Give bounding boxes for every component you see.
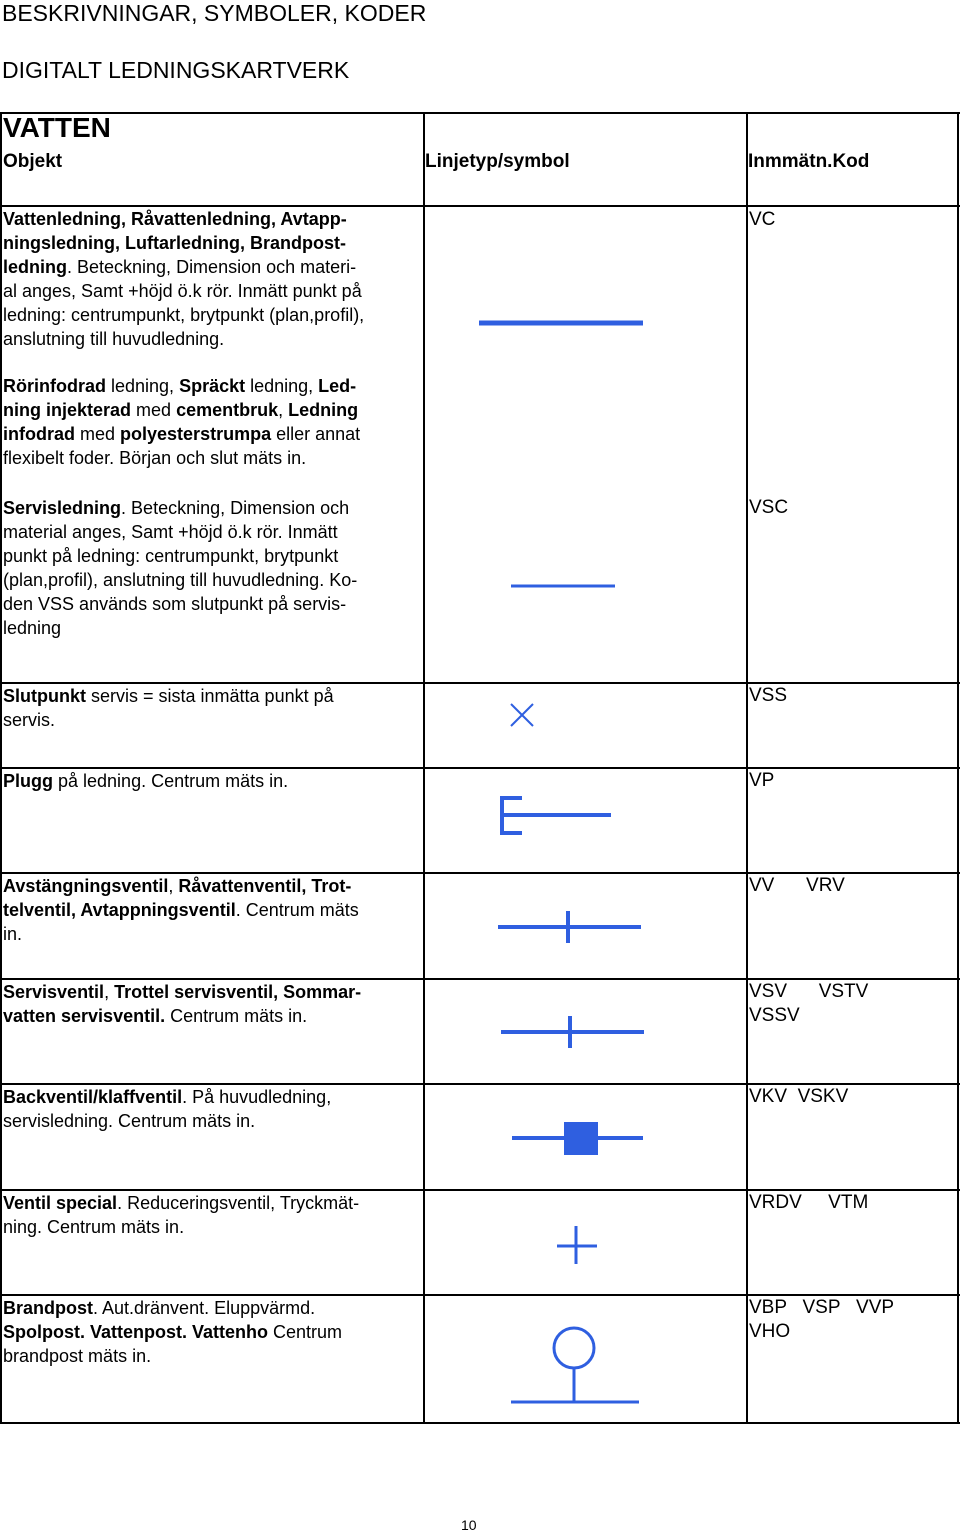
bold-term: Servisledning [3, 498, 122, 518]
description-text: flexibelt foder. Början och slut mäts in. [3, 448, 307, 468]
description-text: servis. [3, 710, 56, 730]
description-text: med [75, 424, 121, 444]
bold-term: vatten servisventil. [3, 1006, 166, 1026]
description-text: , [278, 400, 289, 420]
description-text: . Centrum mäts [235, 900, 359, 920]
description-text: ledning: centrumpunkt, brytpunkt (plan,profil), [3, 305, 365, 325]
column-header-code: Inmmätn.Kod [748, 151, 870, 172]
row-code: VC [749, 209, 776, 230]
description-text: material anges, Samt +höjd ö.k rör. Inmätt [3, 522, 338, 542]
bold-term: Slutpunkt [3, 686, 86, 706]
column-header-symbol: Linjetyp/symbol [425, 151, 570, 172]
row-code: VSV VSTV VSSV [749, 981, 869, 1026]
row-code: VKV VSKV [749, 1086, 849, 1107]
bold-term: Led- [318, 376, 357, 396]
description-text: , [104, 982, 115, 1002]
bold-term: ning injekterad [3, 400, 132, 420]
description-text: på ledning. Centrum mäts in. [53, 771, 289, 791]
bold-term: cementbruk [176, 400, 279, 420]
row-code: VBP VSP VVP VHO [749, 1297, 895, 1342]
bold-term: Brandpost [3, 1298, 93, 1318]
bold-term: Servisventil [3, 982, 105, 1002]
bold-term: infodrad [3, 424, 75, 444]
description-text: eller annat [271, 424, 361, 444]
plug-symbol [500, 797, 611, 834]
description-text: ning. Centrum mäts in. [3, 1217, 185, 1237]
bold-term: polyesterstrumpa [120, 424, 272, 444]
bold-term: Vattenledning, Råvattenledning, Avtapp- [3, 209, 347, 229]
description-text: den VSS används som slutpunkt på servis- [3, 594, 347, 614]
description-text: in. [3, 924, 23, 944]
document-header: BESKRIVNINGAR, SYMBOLER, KODER [2, 0, 427, 26]
description-text: al anges, Samt +höjd ö.k rör. Inmätt punkt på [3, 281, 362, 301]
bold-term: Ledning [288, 400, 359, 420]
bold-term: Ventil special [3, 1193, 118, 1213]
bold-term: Rörinfodrad [3, 376, 106, 396]
description-text: Centrum [268, 1322, 343, 1342]
description-text: med [131, 400, 177, 420]
description-text: brandpost mäts in. [3, 1346, 152, 1366]
description-text: . Reduceringsventil, Tryckmät- [117, 1193, 360, 1213]
description-text: ledning, [245, 376, 319, 396]
description-text: . Aut.dränvent. Eluppvärmd. [93, 1298, 316, 1318]
bold-term: Plugg [3, 771, 53, 791]
description-text: anslutning till huvudledning. [3, 329, 225, 349]
bold-term: Spräckt [179, 376, 246, 396]
shutoff-valve-symbol [498, 911, 641, 943]
row-code: VP [749, 770, 775, 791]
bold-term: Trottel servisventil, Sommar- [114, 982, 362, 1002]
bold-term: Spolpost. Vattenpost. Vattenho [3, 1322, 269, 1342]
description-text: servisledning. Centrum mäts in. [3, 1111, 256, 1131]
description-text: . På huvudledning, [182, 1087, 332, 1107]
document-subheader: DIGITALT LEDNINGSKARTVERK [2, 57, 350, 83]
page-number: 10 [461, 1517, 477, 1533]
bold-term: telventil, Avtappningsventil [3, 900, 236, 920]
description-text: (plan,profil), anslutning till huvudledning. Ko- [3, 570, 358, 590]
check-valve-symbol [512, 1122, 643, 1155]
hydrant-symbol [511, 1328, 639, 1402]
service-valve-symbol [501, 1016, 644, 1048]
description-text: Centrum mäts in. [165, 1006, 308, 1026]
description-text: punkt på ledning: centrumpunkt, brytpunkt [3, 546, 339, 566]
row-code: VSS [749, 685, 788, 706]
bold-term: ledning [3, 257, 67, 277]
column-header-object: Objekt [3, 151, 63, 172]
bold-term: Backventil/klaffventil [3, 1087, 183, 1107]
description-text: servis = sista inmätta punkt på [86, 686, 334, 706]
special-valve-plus-symbol [557, 1226, 597, 1264]
description-text: , [168, 876, 179, 896]
description-text: . Beteckning, Dimension och [121, 498, 350, 518]
bold-term: Råvattenventil, Trot- [178, 876, 352, 896]
description-text: ledning [3, 618, 62, 638]
description-text: . Beteckning, Dimension och materi- [67, 257, 357, 277]
bold-term: Avstängningsventil [3, 876, 169, 896]
description-text: ledning, [106, 376, 180, 396]
row-code: VRDV VTM [749, 1192, 869, 1213]
row-code: VSC [749, 497, 789, 518]
table-title: VATTEN [3, 112, 111, 143]
endpoint-cross-symbol [511, 704, 533, 726]
bold-term: ningsledning, Luftarledning, Brandpost- [3, 233, 346, 253]
row-code: VV VRV [749, 875, 845, 896]
